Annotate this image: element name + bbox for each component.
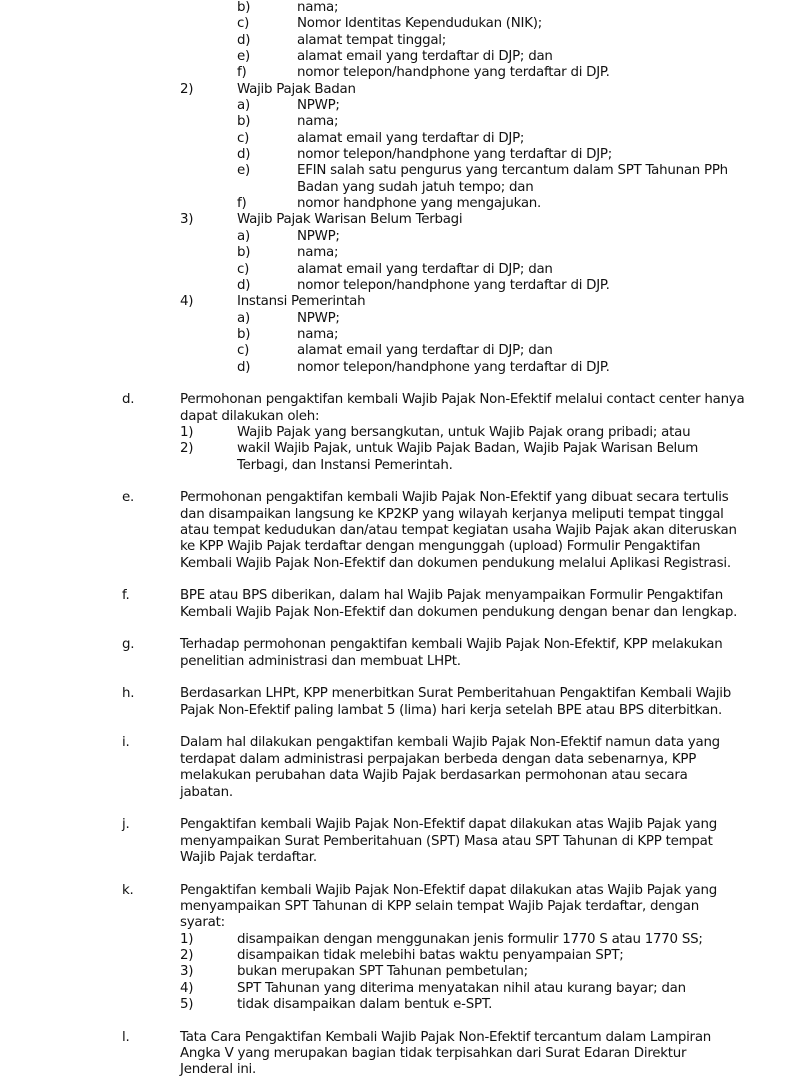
list-marker: b)	[237, 114, 251, 130]
text-line	[0, 262, 793, 278]
text-line	[0, 327, 793, 343]
sub-sub-list-item	[0, 0, 793, 16]
text-line	[0, 409, 793, 425]
sub-sub-list-item	[0, 131, 793, 147]
list-text: menyampaikan Surat Pemberitahuan (SPT) Masa atau SPT Tahunan di KPP tempat	[180, 833, 713, 849]
list-text: syarat:	[180, 915, 225, 931]
text-line	[0, 915, 793, 931]
text-line	[0, 65, 793, 81]
list-marker: c)	[237, 261, 250, 277]
text-line	[0, 539, 793, 555]
list-text: nomor telepon/handphone yang terdaftar di DJP.	[297, 65, 610, 81]
text-line	[0, 16, 793, 32]
sub-sub-list-item	[0, 65, 793, 81]
list-marker: d)	[237, 359, 251, 375]
list-marker: d.	[122, 392, 135, 408]
list-item	[0, 1030, 793, 1079]
blank-line	[0, 801, 793, 817]
text-line	[0, 33, 793, 49]
list-marker: c)	[237, 16, 250, 32]
list-text: Wajib Pajak terdaftar.	[180, 849, 317, 865]
list-marker: 3)	[180, 212, 194, 228]
sub-sub-list-item	[0, 327, 793, 343]
text-line	[0, 834, 793, 850]
text-line	[0, 654, 793, 670]
list-text: Pengaktifan kembali Wajib Pajak Non-Efektif dapat dilakukan atas Wajib Pajak yang	[180, 882, 717, 898]
list-item	[0, 817, 793, 866]
sub-sub-list-item	[0, 196, 793, 212]
text-line	[0, 523, 793, 539]
list-marker: a)	[237, 228, 250, 244]
list-text: NPWP;	[297, 98, 340, 114]
text-line	[0, 343, 793, 359]
list-text: nama;	[297, 114, 339, 130]
text-line	[0, 588, 793, 604]
text-line	[0, 703, 793, 719]
list-text: alamat tempat tinggal;	[297, 32, 447, 48]
list-marker: f.	[122, 588, 130, 604]
sub-sub-list-item	[0, 262, 793, 278]
list-text: dapat dilakukan oleh:	[180, 408, 320, 424]
list-marker: b)	[237, 245, 251, 261]
text-line	[0, 605, 793, 621]
list-text: SPT Tahunan yang diterima menyatakan nihil atau kurang bayar; dan	[237, 980, 686, 996]
sub-list-item	[0, 82, 793, 98]
list-text: Dalam hal dilakukan pengaktifan kembali Wajib Pajak Non-Efektif namun data yang	[180, 735, 720, 751]
text-line	[0, 196, 793, 212]
list-text: wakil Wajib Pajak, untuk Wajib Pajak Badan, Wajib Pajak Warisan Belum	[237, 441, 699, 457]
list-text: NPWP;	[297, 228, 340, 244]
blank-line	[0, 1013, 793, 1029]
text-line	[0, 425, 793, 441]
list-marker: f)	[237, 65, 247, 81]
text-line	[0, 850, 793, 866]
text-line	[0, 785, 793, 801]
list-marker: g.	[122, 637, 135, 653]
list-marker: 2)	[180, 947, 194, 963]
list-text: bukan merupakan SPT Tahunan pembetulan;	[237, 964, 528, 980]
text-line	[0, 507, 793, 523]
list-marker: d)	[237, 32, 251, 48]
text-line	[0, 392, 793, 408]
list-marker: j.	[122, 817, 130, 833]
list-text: Terhadap permohonan pengaktifan kembali Wajib Pajak Non-Efektif, KPP melakukan	[180, 637, 723, 653]
list-item	[0, 883, 793, 932]
list-marker: a)	[237, 310, 250, 326]
list-text: Pengaktifan kembali Wajib Pajak Non-Efektif dapat dilakukan atas Wajib Pajak yang	[180, 817, 717, 833]
text-line	[0, 735, 793, 751]
text-line	[0, 229, 793, 245]
list-text: Nomor Identitas Kependudukan (NIK);	[297, 16, 543, 32]
sub-list-item	[0, 294, 793, 310]
text-line	[0, 981, 793, 997]
list-text: Wajib Pajak Warisan Belum Terbagi	[237, 212, 463, 228]
text-line	[0, 294, 793, 310]
sub-sub-list-item	[0, 343, 793, 359]
list-marker: k.	[122, 882, 134, 898]
list-text: EFIN salah satu pengurus yang tercantum dalam SPT Tahunan PPh	[297, 163, 728, 179]
blank-line	[0, 376, 793, 392]
text-line	[0, 948, 793, 964]
text-line	[0, 490, 793, 506]
list-marker: c)	[237, 343, 250, 359]
list-text: Wajib Pajak Badan	[237, 81, 356, 97]
text-line	[0, 278, 793, 294]
list-marker: 1)	[180, 931, 194, 947]
list-item	[0, 637, 793, 670]
list-marker: 2)	[180, 441, 194, 457]
sub-sub-list-item	[0, 16, 793, 32]
list-text: penelitian administrasi dan membuat LHPt.	[180, 653, 461, 669]
sub-sub-list-item	[0, 49, 793, 65]
list-text: Angka V yang merupakan bagian tidak terpisahkan dari Surat Edaran Direktur	[180, 1046, 687, 1061]
list-text: nama;	[297, 326, 339, 342]
list-marker: d)	[237, 147, 251, 163]
text-line	[0, 180, 793, 196]
list-marker: 4)	[180, 980, 194, 996]
text-line	[0, 637, 793, 653]
list-marker: 2)	[180, 81, 194, 97]
list-text: melakukan perubahan data Wajib Pajak berdasarkan permohonan atau secara	[180, 768, 688, 784]
text-line	[0, 245, 793, 261]
text-line	[0, 131, 793, 147]
list-text: nomor telepon/handphone yang terdaftar di DJP;	[297, 147, 613, 163]
sub-list-item	[0, 932, 793, 948]
text-line	[0, 147, 793, 163]
blank-line	[0, 621, 793, 637]
text-line	[0, 899, 793, 915]
sub-sub-list-item	[0, 311, 793, 327]
list-marker: a)	[237, 98, 250, 114]
text-line	[0, 0, 793, 16]
list-marker: 5)	[180, 996, 194, 1012]
list-text: Jenderal ini.	[180, 1062, 257, 1078]
text-line	[0, 49, 793, 65]
list-marker: b)	[237, 326, 251, 342]
list-marker: d)	[237, 277, 251, 293]
text-line	[0, 163, 793, 179]
text-line	[0, 212, 793, 228]
list-item	[0, 686, 793, 719]
text-line	[0, 98, 793, 114]
list-text: dan disampaikan langsung ke KP2KP yang wilayah kerjanya meliputi tempat tinggal	[180, 506, 724, 522]
sub-sub-list-item	[0, 360, 793, 376]
text-line	[0, 752, 793, 768]
sub-list-item	[0, 441, 793, 474]
text-line	[0, 1046, 793, 1062]
sub-sub-list-item	[0, 245, 793, 261]
list-text: disampaikan dengan menggunakan jenis formulir 1770 S atau 1770 SS;	[237, 931, 703, 947]
list-text: Tata Cara Pengaktifan Kembali Wajib Pajak Non-Efektif tercantum dalam Lampiran	[180, 1029, 712, 1045]
list-text: Wajib Pajak yang bersangkutan, untuk Wajib Pajak orang pribadi; atau	[237, 424, 691, 440]
list-text: ke KPP Wajib Pajak terdaftar dengan mengunggah (upload) Formulir Pengaktifan	[180, 539, 701, 555]
list-text: terdapat dalam administrasi perpajakan berbeda dengan data sebenarnya, KPP	[180, 751, 697, 767]
list-text: Berdasarkan LHPt, KPP menerbitkan Surat Pemberitahuan Pengaktifan Kembali Wajib	[180, 686, 731, 702]
blank-line	[0, 719, 793, 735]
list-item	[0, 392, 793, 425]
list-text: tidak disampaikan dalam bentuk e-SPT.	[237, 996, 493, 1012]
list-text: alamat email yang terdaftar di DJP; dan	[297, 49, 553, 65]
list-text: Kembali Wajib Pajak Non-Efektif dan dokumen pendukung melalui Aplikasi Registrasi.	[180, 555, 731, 571]
text-line	[0, 817, 793, 833]
text-line	[0, 114, 793, 130]
text-line	[0, 311, 793, 327]
list-marker: f)	[237, 196, 247, 212]
text-line	[0, 556, 793, 572]
list-marker: l.	[122, 1029, 130, 1045]
list-text: alamat email yang terdaftar di DJP;	[297, 130, 525, 146]
list-text: alamat email yang terdaftar di DJP; dan	[297, 261, 553, 277]
blank-line	[0, 670, 793, 686]
list-text: Permohonan pengaktifan kembali Wajib Pajak Non-Efektif yang dibuat secara tertulis	[180, 490, 729, 506]
list-marker: e)	[237, 49, 250, 65]
text-line	[0, 997, 793, 1013]
list-text: Permohonan pengaktifan kembali Wajib Pajak Non-Efektif melalui contact center hanya	[180, 392, 745, 408]
list-text: Pajak Non-Efektif paling lambat 5 (lima) hari kerja setelah BPE atau BPS diterbitkan.	[180, 702, 723, 718]
list-text: menyampaikan SPT Tahunan di KPP selain tempat Wajib Pajak terdaftar, dengan	[180, 898, 699, 914]
list-item	[0, 588, 793, 621]
sub-sub-list-item	[0, 114, 793, 130]
list-text: Terbagi, dan Instansi Pemerintah.	[237, 457, 453, 473]
list-text: Kembali Wajib Pajak Non-Efektif dan dokumen pendukung dengan benar dan lengkap.	[180, 604, 738, 620]
list-text: NPWP;	[297, 310, 340, 326]
list-marker: h.	[122, 686, 135, 702]
sub-list-item	[0, 948, 793, 964]
blank-line	[0, 474, 793, 490]
text-line	[0, 458, 793, 474]
sub-list-item	[0, 964, 793, 980]
list-text: BPE atau BPS diberikan, dalam hal Wajib Pajak menyampaikan Formulir Pengaktifan	[180, 588, 723, 604]
sub-sub-list-item	[0, 278, 793, 294]
sub-sub-list-item	[0, 147, 793, 163]
list-marker: e.	[122, 490, 134, 506]
list-item	[0, 490, 793, 572]
list-marker: 4)	[180, 294, 194, 310]
sub-sub-list-item	[0, 163, 793, 196]
text-line	[0, 932, 793, 948]
list-text: Badan yang sudah jatuh tempo; dan	[297, 179, 534, 195]
list-marker: 3)	[180, 964, 194, 980]
list-item	[0, 735, 793, 800]
text-line	[0, 1062, 793, 1078]
list-marker: b)	[237, 0, 251, 15]
list-marker: 1)	[180, 424, 194, 440]
text-line	[0, 441, 793, 457]
text-line	[0, 768, 793, 784]
list-marker: e)	[237, 163, 250, 179]
list-text: nomor handphone yang mengajukan.	[297, 196, 542, 212]
sub-list-item	[0, 212, 793, 228]
text-line	[0, 360, 793, 376]
sub-list-item	[0, 997, 793, 1013]
list-text: nama;	[297, 0, 339, 15]
text-line	[0, 883, 793, 899]
list-text: nomor telepon/handphone yang terdaftar di DJP.	[297, 277, 610, 293]
list-marker: i.	[122, 735, 130, 751]
list-text: disampaikan tidak melebihi batas waktu penyampaian SPT;	[237, 947, 624, 963]
blank-line	[0, 572, 793, 588]
sub-sub-list-item	[0, 229, 793, 245]
list-marker: c)	[237, 130, 250, 146]
sub-list-item	[0, 981, 793, 997]
blank-line	[0, 866, 793, 882]
text-line	[0, 964, 793, 980]
list-text: Instansi Pemerintah	[237, 294, 366, 310]
text-line	[0, 82, 793, 98]
sub-sub-list-item	[0, 33, 793, 49]
text-line	[0, 686, 793, 702]
list-text: alamat email yang terdaftar di DJP; dan	[297, 343, 553, 359]
text-line	[0, 1030, 793, 1046]
list-text: nama;	[297, 245, 339, 261]
list-text: jabatan.	[180, 784, 233, 800]
list-text: nomor telepon/handphone yang terdaftar di DJP.	[297, 359, 610, 375]
list-text: atau tempat kedudukan dan/atau tempat kegiatan usaha Wajib Pajak akan diteruskan	[180, 523, 737, 538]
sub-sub-list-item	[0, 98, 793, 114]
sub-list-item	[0, 425, 793, 441]
